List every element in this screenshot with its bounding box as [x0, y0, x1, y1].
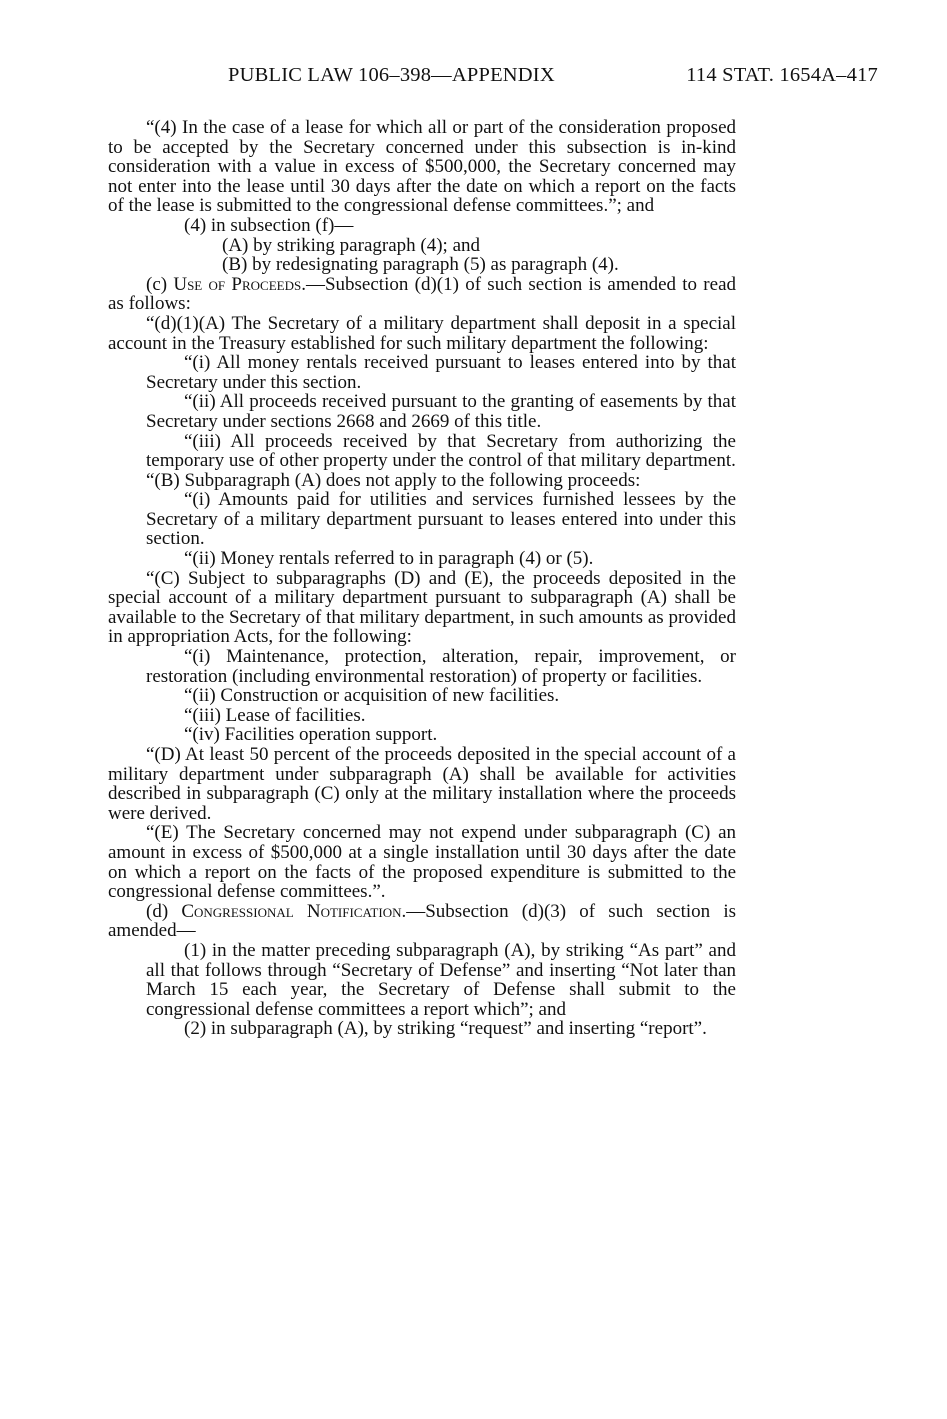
paragraph: (A) by striking paragraph (4); and [222, 234, 481, 256]
section-heading: Congressional Notification. [181, 900, 407, 922]
paragraph [108, 275, 736, 314]
paragraph: “(ii) Construction or acquisition of new facilities. [184, 685, 560, 707]
paragraph: (B) by redesignating paragraph (5) as paragraph (4). [222, 254, 619, 276]
paragraph: “(D) At least 50 percent of the proceeds deposited in the special account of a military department under subparagraph (A) shall be available for activities described in subparagraph (C) only at the military installation where the proceeds were derived. [108, 744, 736, 824]
paragraph: “(ii) Money rentals referred to in paragraph (4) or (5). [184, 548, 594, 570]
section-heading: Use of Proceeds. [173, 273, 306, 295]
section-label: (d) [146, 900, 182, 922]
section-label: (c) [146, 273, 174, 295]
document-body [108, 118, 736, 1039]
paragraph: “(B) Subparagraph (A) does not apply to the following proceeds: [146, 469, 641, 491]
section-text: —Subsection (d)(1) of such section is amended to read as follows: [108, 273, 737, 315]
paragraph: “(4) In the case of a lease for which all or part of the consideration proposed to be accepted by the Secretary concerned under this subsection is in-kind consideration with a value in excess of $500,000, the Secretary concerned may not enter into the lease until 30 days after the date on which a report on the facts of the lease is submitted to the congressional defense committees.”; and [108, 117, 736, 217]
paragraph: “(E) The Secretary concerned may not expend under subparagraph (C) an amount in excess of $500,000 at a single installation until 30 days after the date on which a report on the facts of the proposed expenditure is submitted to the congressional defense committees.”. [108, 822, 736, 903]
section-text: —Subsection (d)(3) of such section is amended— [108, 900, 736, 942]
paragraph: “(i) Amounts paid for utilities and services furnished lessees by the Secretary of a military department pursuant to leases entered into under this section. [146, 489, 736, 550]
statute-citation: 114 STAT. 1654A–417 [686, 64, 878, 86]
paragraph: (4) in subsection (f)— [184, 214, 354, 236]
paragraph: “(iii) All proceeds received by that Secretary from authorizing the temporary use of other property under the control of that military department. [146, 430, 736, 472]
page-header [228, 64, 878, 94]
paragraph [108, 902, 736, 941]
paragraph: (1) in the matter preceding subparagraph (A), by striking “As part” and all that follows through “Secretary of Defense” and inserting “Not later than March 15 each year, the Secretary of Defense shall submit to the congressional defense committees a report which”; and [146, 939, 736, 1020]
paragraph: “(iv) Facilities operation support. [184, 724, 438, 746]
running-title: PUBLIC LAW 106–398—APPENDIX [228, 64, 555, 86]
paragraph: “(ii) All proceeds received pursuant to the granting of easements by that Secretary under sections 2668 and 2669 of this title. [146, 391, 736, 432]
paragraph: “(d)(1)(A) The Secretary of a military department shall deposit in a special account in the Treasury established for such military department the following: [108, 312, 736, 354]
paragraph: “(i) Maintenance, protection, alteration, repair, improvement, or restoration (including environmental restoration) of property or facilities. [146, 646, 736, 687]
paragraph: “(iii) Lease of facilities. [184, 704, 366, 726]
paragraph: (2) in subparagraph (A), by striking “request” and inserting “report”. [184, 1018, 707, 1040]
paragraph: “(i) All money rentals received pursuant to leases entered into by that Secretary under this section. [146, 352, 736, 393]
paragraph: “(C) Subject to subparagraphs (D) and (E), the proceeds deposited in the special account of a military department pursuant to subparagraph (A) shall be available to the Secretary of that military department, in such amounts as provided in appropriation Acts, for the following: [108, 567, 736, 648]
